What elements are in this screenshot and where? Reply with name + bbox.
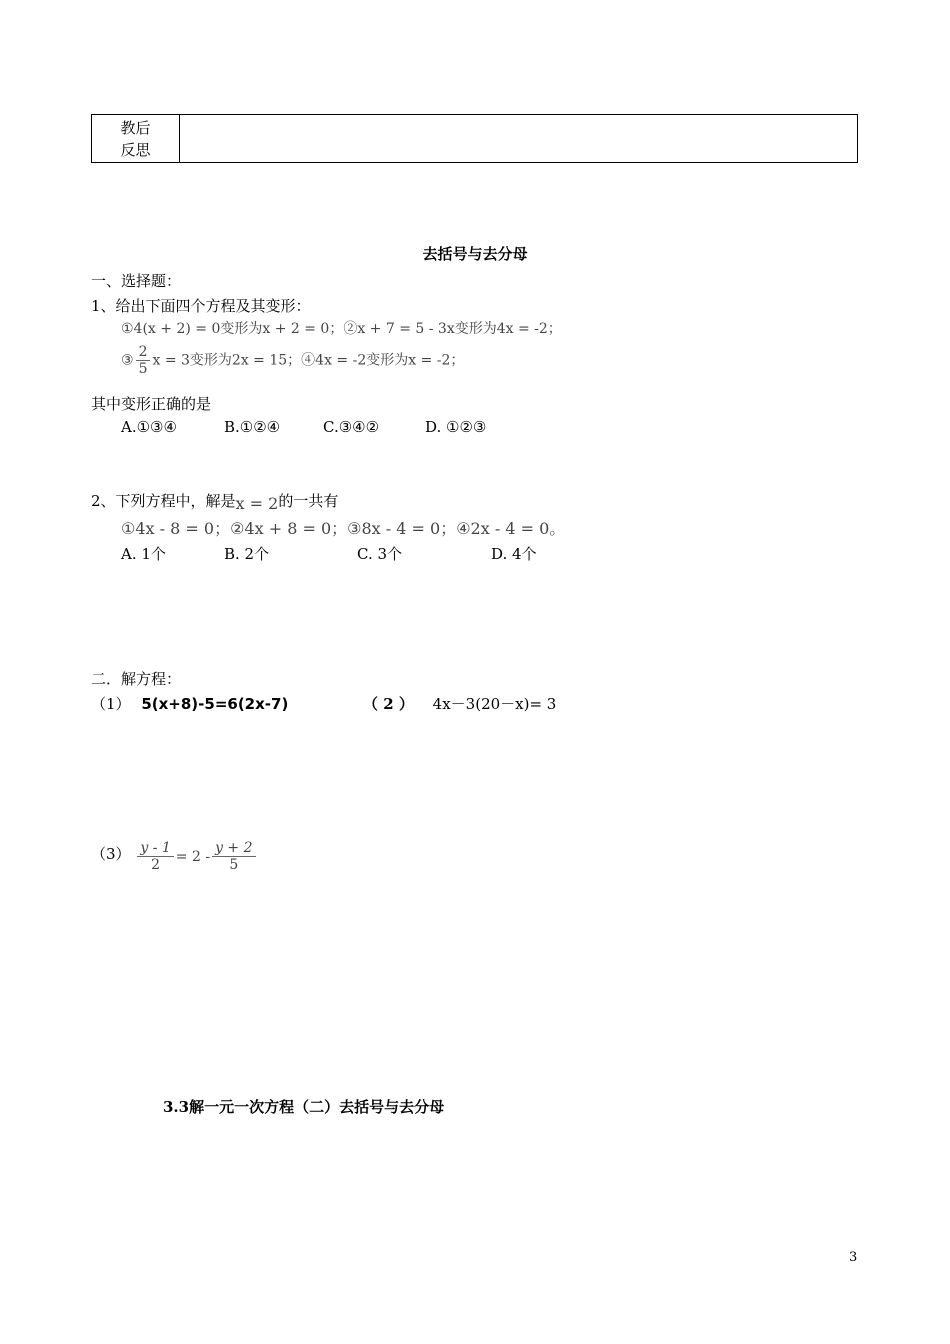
- q1-line2-rest: x = 3变形为2x = 15；④4x = -2变形为x = -2；: [152, 352, 465, 369]
- page-number: 3: [849, 1250, 858, 1265]
- fraction-numerator: 2: [136, 344, 151, 361]
- problem-3: [91, 840, 258, 873]
- reflection-label-line2: 反思: [120, 140, 151, 159]
- p3-den-right: 5: [229, 857, 239, 874]
- problem-1: [91, 693, 288, 714]
- problem-2-equation: 4x－3(20－x)= 3: [432, 695, 557, 713]
- problem-3-fraction-right: [212, 840, 255, 873]
- q1-option-d: D. ①②③: [425, 418, 487, 436]
- q2-stem-math: x = 2: [235, 494, 279, 513]
- problem-2: [363, 693, 556, 714]
- circle-3-glyph: ③: [121, 352, 134, 369]
- reflection-label-line1: 教后: [120, 118, 151, 137]
- p3-den-left: 2: [151, 857, 161, 874]
- fraction-denominator: 5: [138, 361, 148, 378]
- q2-option-d: D. 4个: [491, 545, 537, 563]
- problem-1-equation: 5(x+8)-5=6(2x-7): [141, 695, 289, 713]
- fraction-two-fifths: [136, 344, 151, 377]
- p3-middle: = 2 -: [175, 848, 211, 865]
- p3-num-left: y - 1: [137, 840, 173, 857]
- part2-heading: 二．解方程：: [91, 670, 182, 688]
- bottom-title: 3.3解一元一次方程（二）去括号与去分母: [163, 1098, 445, 1116]
- q1-option-c: C.③④②: [323, 418, 380, 436]
- q2-option-b: B. 2个: [224, 545, 270, 563]
- q2-option-c: C. 3个: [357, 545, 403, 563]
- q2-option-a: A. 1个: [121, 545, 166, 563]
- q2-stem: [91, 490, 338, 511]
- part1-heading: 一、选择题：: [91, 272, 182, 290]
- q1-option-b: B.①②④: [224, 418, 281, 436]
- reflection-label-cell: [92, 115, 180, 162]
- problem-3-fraction-left: [137, 840, 173, 873]
- q2-equations: ①4x - 8 = 0；②4x + 8 = 0；③8x - 4 = 0；④2x - 4 = 0。: [121, 519, 566, 538]
- reflection-table: [91, 114, 858, 163]
- p3-num-right: y + 2: [212, 840, 255, 857]
- q1-stem: 1、给出下面四个方程及其变形：: [91, 297, 311, 315]
- q2-stem-post: 的一共有: [278, 492, 339, 510]
- problem-3-label: （3）: [91, 844, 131, 863]
- problem-3-equation: [135, 840, 257, 874]
- problem-1-label: （1）: [91, 695, 131, 713]
- section-title: 去括号与去分母: [422, 245, 528, 263]
- q1-option-a: A.①③④: [121, 418, 177, 436]
- q2-stem-pre: 2、下列方程中，解是: [91, 492, 236, 510]
- q1-ask: 其中变形正确的是: [91, 395, 212, 413]
- q1-line1: ①4(x + 2) = 0变形为x + 2 = 0；②x + 7 = 5 - 3x变形为4x = -2；: [121, 321, 562, 337]
- problem-2-label: （ 2 ）: [363, 695, 414, 713]
- q1-line2: [121, 344, 464, 377]
